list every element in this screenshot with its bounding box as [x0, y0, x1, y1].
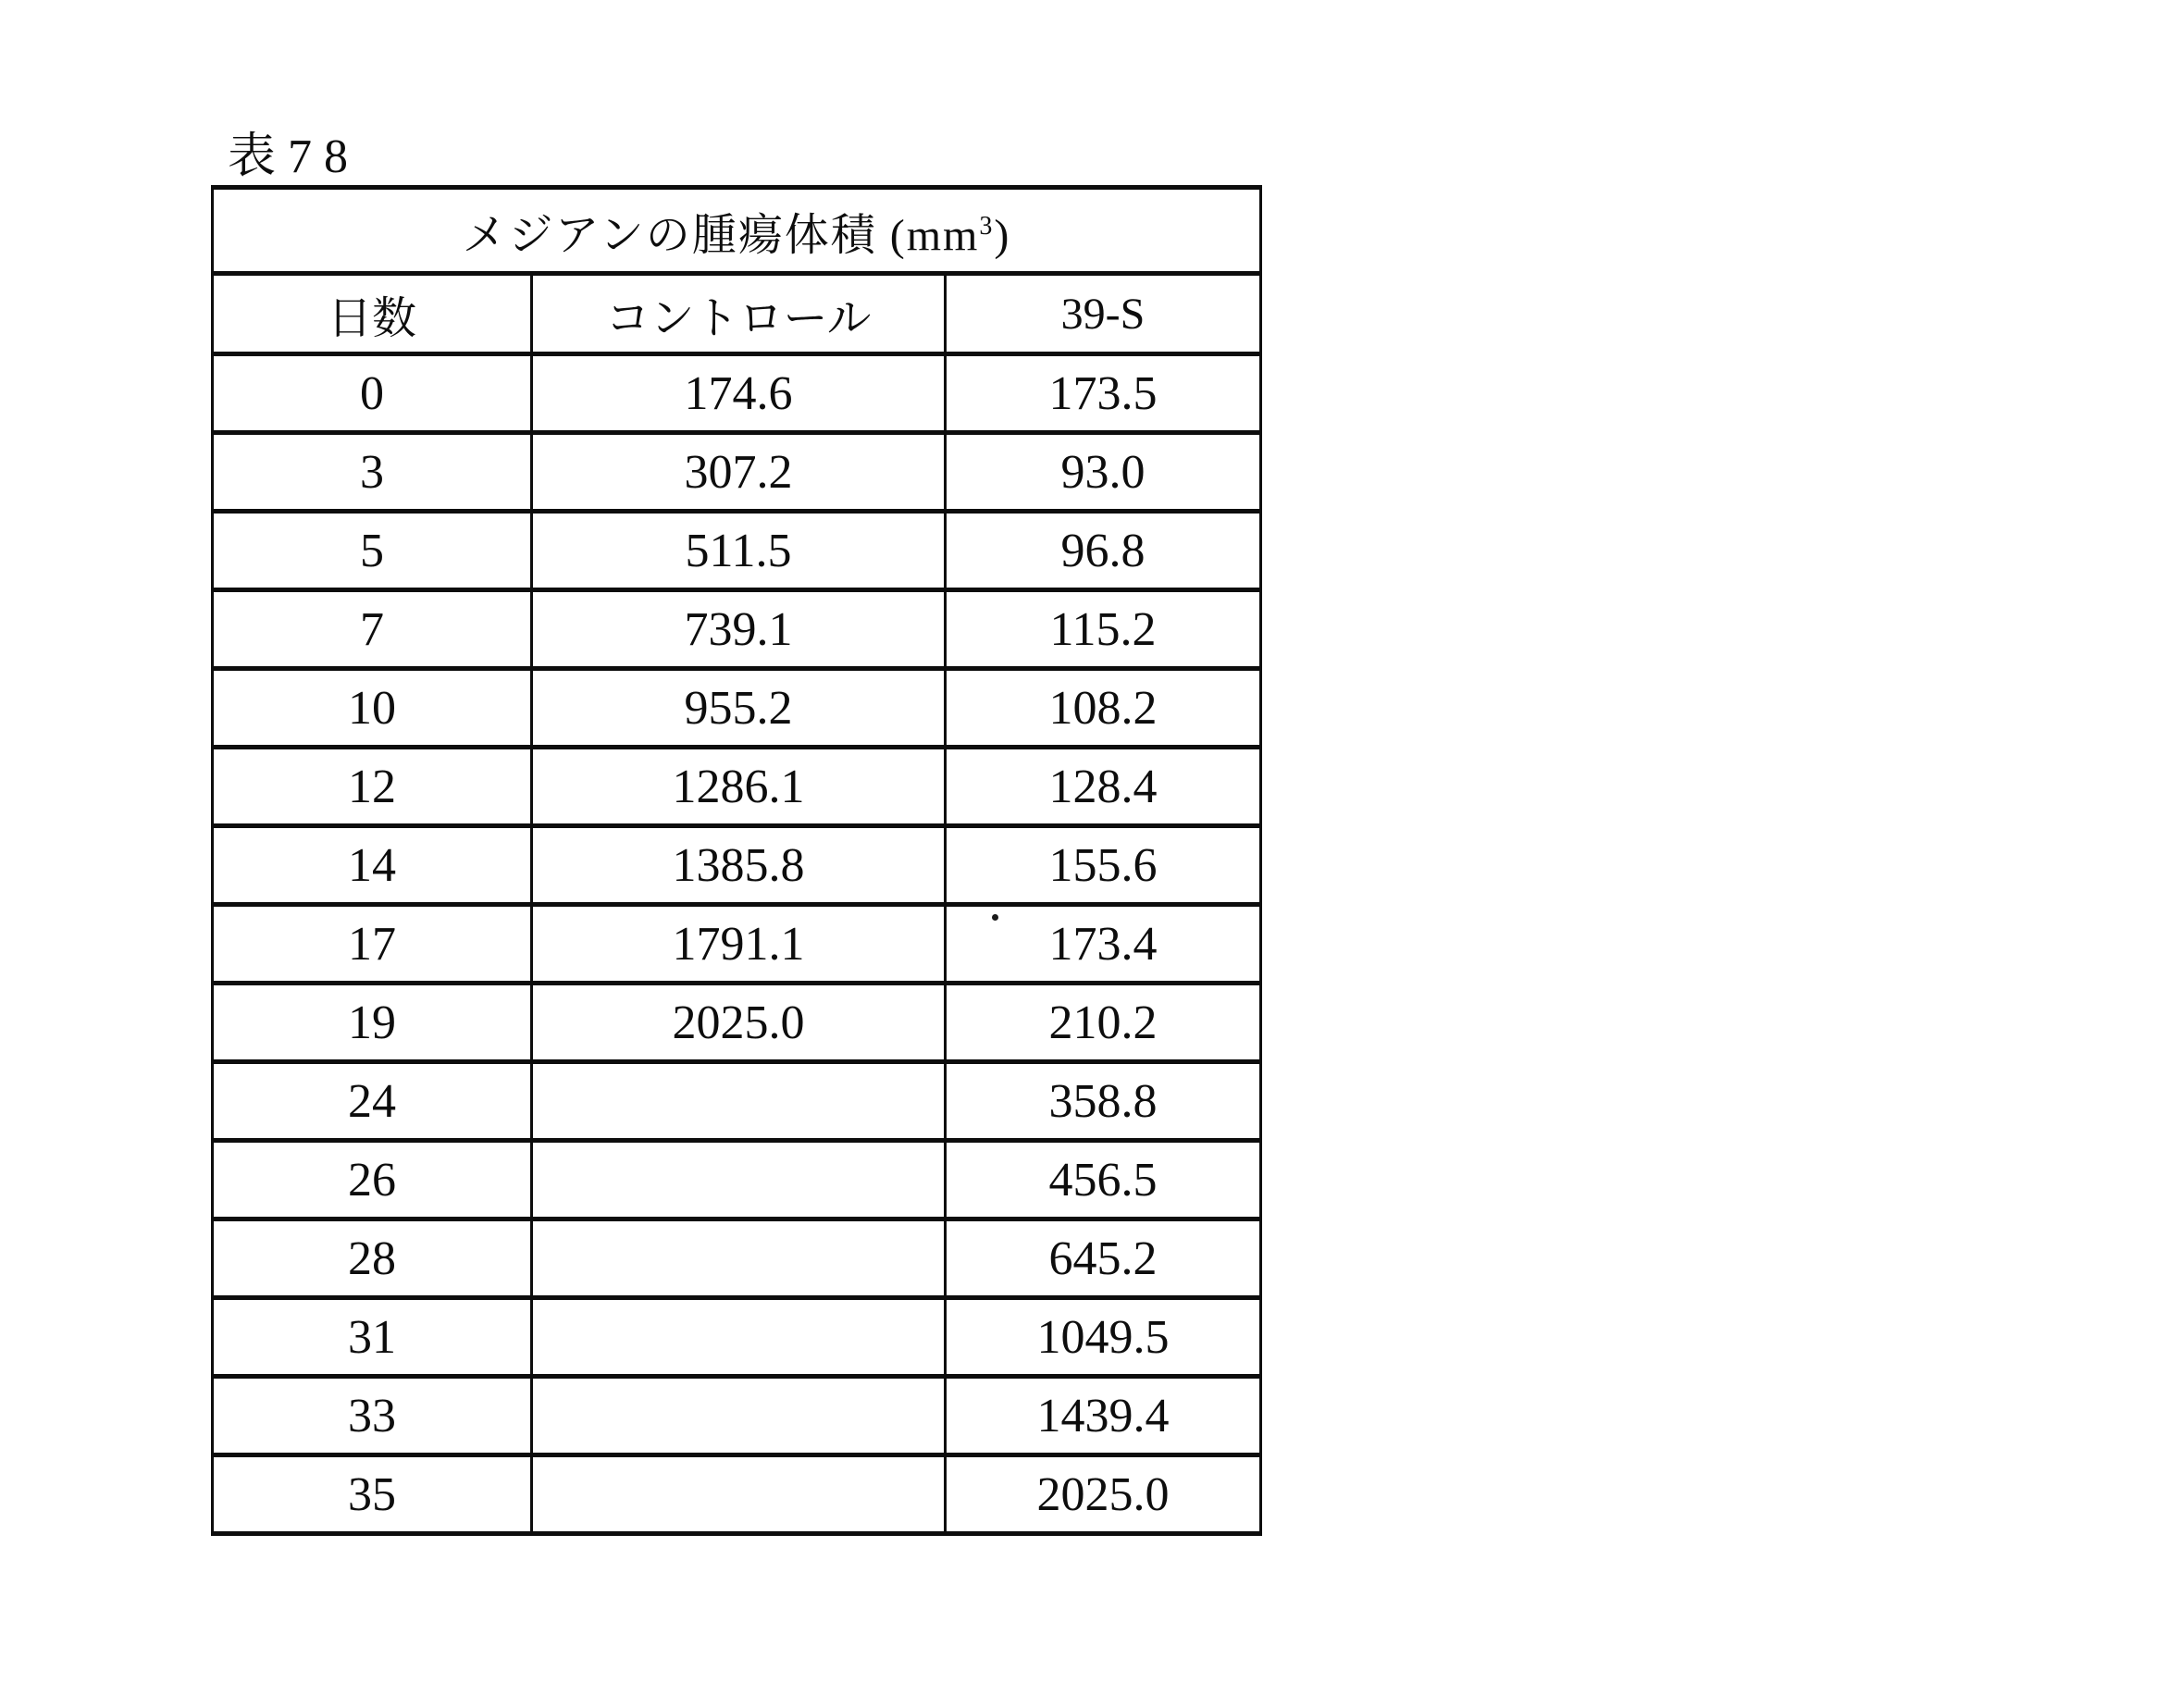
table-title-row: [213, 188, 1261, 274]
day-cell: 24: [213, 1062, 532, 1141]
table-row: [213, 1062, 1261, 1141]
table-row: [213, 826, 1261, 905]
table-row: [213, 748, 1261, 826]
table-row: [213, 984, 1261, 1062]
s39-cell: 96.8: [946, 512, 1261, 590]
s39-cell: 1439.4: [946, 1377, 1261, 1455]
control-cell: 511.5: [532, 512, 946, 590]
day-cell: 28: [213, 1219, 532, 1298]
column-header-control: コントロール: [532, 274, 946, 354]
table-row: [213, 590, 1261, 669]
control-cell: 2025.0: [532, 984, 946, 1062]
s39-cell: 645.2: [946, 1219, 1261, 1298]
day-cell: 7: [213, 590, 532, 669]
control-cell: 174.6: [532, 354, 946, 433]
table-row: [213, 433, 1261, 512]
scan-artifact-dot: [992, 914, 998, 921]
day-cell: 26: [213, 1141, 532, 1219]
table-row: [213, 1298, 1261, 1377]
control-cell: [532, 1062, 946, 1141]
day-cell: 5: [213, 512, 532, 590]
s39-cell: 115.2: [946, 590, 1261, 669]
s39-cell: 93.0: [946, 433, 1261, 512]
table-row: [213, 354, 1261, 433]
table-row: [213, 1455, 1261, 1534]
day-cell: 19: [213, 984, 532, 1062]
day-cell: 17: [213, 905, 532, 984]
table-title-text: メジアンの腫瘍体積 (mm: [462, 210, 980, 260]
day-cell: 31: [213, 1298, 532, 1377]
table-row: [213, 512, 1261, 590]
table-row: [213, 1219, 1261, 1298]
control-cell: 307.2: [532, 433, 946, 512]
s39-cell: 456.5: [946, 1141, 1261, 1219]
table-title: [213, 188, 1261, 274]
day-cell: 3: [213, 433, 532, 512]
s39-cell: 210.2: [946, 984, 1261, 1062]
control-cell: 1286.1: [532, 748, 946, 826]
s39-cell: 2025.0: [946, 1455, 1261, 1534]
control-cell: [532, 1219, 946, 1298]
control-cell: 1385.8: [532, 826, 946, 905]
s39-cell: 108.2: [946, 669, 1261, 748]
s39-cell: 1049.5: [946, 1298, 1261, 1377]
table-title-close-paren: ): [994, 210, 1011, 260]
table-row: [213, 1141, 1261, 1219]
s39-cell: 128.4: [946, 748, 1261, 826]
control-cell: [532, 1377, 946, 1455]
s39-cell: 155.6: [946, 826, 1261, 905]
control-cell: [532, 1298, 946, 1377]
table-row: [213, 905, 1261, 984]
s39-cell: 358.8: [946, 1062, 1261, 1141]
tumor-volume-table: [211, 185, 1262, 1536]
table-title-superscript: 3: [979, 211, 995, 241]
table-header-row: [213, 274, 1261, 354]
control-cell: 739.1: [532, 590, 946, 669]
table-row: [213, 1377, 1261, 1455]
day-cell: 12: [213, 748, 532, 826]
s39-cell: 173.5: [946, 354, 1261, 433]
day-cell: 10: [213, 669, 532, 748]
day-cell: 35: [213, 1455, 532, 1534]
control-cell: 955.2: [532, 669, 946, 748]
table-caption: 表78: [228, 130, 361, 183]
day-cell: 0: [213, 354, 532, 433]
column-header-days: 日数: [213, 274, 532, 354]
column-header-39s: 39-S: [946, 274, 1261, 354]
table-row: [213, 669, 1261, 748]
control-cell: [532, 1141, 946, 1219]
control-cell: 1791.1: [532, 905, 946, 984]
s39-cell: 173.4: [946, 905, 1261, 984]
control-cell: [532, 1455, 946, 1534]
day-cell: 33: [213, 1377, 532, 1455]
day-cell: 14: [213, 826, 532, 905]
table-body: [213, 354, 1261, 1534]
